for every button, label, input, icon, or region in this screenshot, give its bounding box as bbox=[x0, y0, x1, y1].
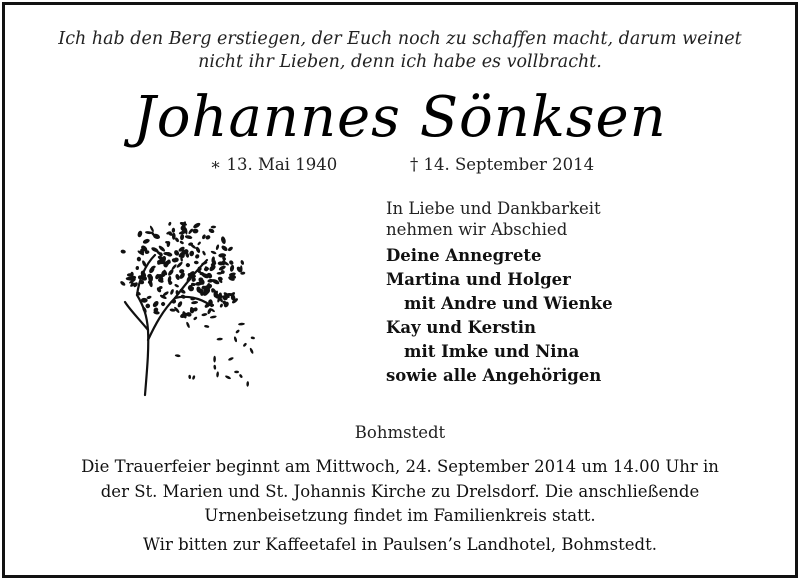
leaf-icon bbox=[119, 280, 126, 286]
falling-leaf-icon bbox=[250, 336, 255, 339]
falling-leaf-icon bbox=[238, 323, 245, 326]
leaf-icon bbox=[185, 262, 191, 268]
leaf-icon bbox=[194, 253, 200, 259]
mourner-line: Martina und Holger bbox=[386, 270, 571, 289]
leaf-icon bbox=[227, 246, 234, 252]
falling-leaf-icon bbox=[210, 315, 217, 319]
leaf-icon bbox=[220, 244, 228, 252]
mourner-line: mit Andre und Wienke bbox=[404, 294, 613, 313]
tree-icon bbox=[115, 210, 275, 400]
leaf-icon bbox=[201, 313, 207, 317]
leaf-icon bbox=[190, 298, 195, 301]
funeral-notice bbox=[0, 455, 800, 529]
falling-leaf-icon bbox=[192, 375, 196, 380]
falling-leaf-icon bbox=[204, 325, 210, 329]
falling-leaf-icon bbox=[225, 375, 232, 380]
leaf-icon bbox=[149, 225, 154, 232]
falling-leaf-icon bbox=[235, 329, 240, 334]
falling-leaf-icon bbox=[186, 321, 191, 328]
leaf-icon bbox=[171, 264, 178, 271]
mourner-line: Kay und Kerstin bbox=[386, 318, 536, 337]
falling-leaf-icon bbox=[193, 316, 198, 321]
leaf-icon bbox=[120, 249, 126, 254]
leaf-icon bbox=[180, 234, 185, 241]
leaf-icon bbox=[218, 253, 226, 258]
leaf-icon bbox=[174, 283, 179, 288]
quote-line: Ich hab den Berg erstiegen, der Euch noch zu schaffen macht, darum weinet bbox=[58, 29, 742, 49]
leaf-icon bbox=[192, 222, 201, 230]
falling-leaf-icon bbox=[216, 338, 222, 341]
death-date: † 14. September 2014 bbox=[410, 155, 595, 174]
mourner-line: sowie alle Angehörigen bbox=[386, 366, 602, 385]
leaf-icon bbox=[207, 278, 214, 283]
leaf-icon bbox=[146, 295, 152, 299]
leaf-icon bbox=[142, 238, 150, 245]
leaf-icon bbox=[229, 264, 234, 272]
leaf-icon bbox=[194, 261, 199, 265]
falling-leaf-icon bbox=[228, 357, 234, 362]
leaf-icon bbox=[228, 259, 234, 265]
quote bbox=[0, 28, 800, 74]
falling-leaf-icon bbox=[216, 371, 219, 377]
mourner-line: mit Imke und Nina bbox=[404, 342, 580, 361]
leaf-icon bbox=[240, 260, 245, 266]
falling-leaf-icon bbox=[239, 374, 244, 379]
leaf-icon bbox=[208, 228, 215, 234]
leaf-icon bbox=[169, 289, 174, 296]
leaf-icon bbox=[174, 258, 179, 263]
coffee-invitation: Wir bitten zur Kaffeetafel in Paulsen’s Landhotel, Bohmstedt. bbox=[143, 535, 657, 554]
leaf-icon bbox=[135, 266, 139, 270]
leaf-icon bbox=[167, 268, 174, 276]
notice-line: der St. Marien und St. Johannis Kirche zu Drelsdorf. Die anschließende bbox=[100, 481, 700, 501]
leaf-icon bbox=[219, 303, 223, 308]
mourners-block bbox=[386, 198, 613, 388]
leaf-icon bbox=[189, 250, 195, 256]
mourners-intro-line: In Liebe und Dankbarkeit bbox=[386, 199, 601, 218]
leaf-icon bbox=[192, 228, 198, 233]
leaf-icon bbox=[152, 300, 160, 308]
falling-leaf-icon bbox=[233, 336, 237, 343]
leaf-icon bbox=[177, 300, 184, 308]
notice-line: Urnenbeisetzung findet im Familienkreis statt. bbox=[204, 506, 596, 525]
falling-leaf-icon bbox=[234, 371, 239, 374]
falling-leaf-icon bbox=[213, 365, 216, 370]
leaf-icon bbox=[210, 250, 217, 255]
falling-leaf-icon bbox=[188, 375, 191, 379]
leaf-icon bbox=[168, 221, 172, 226]
leaf-icon bbox=[195, 246, 201, 253]
leaf-icon bbox=[176, 261, 184, 269]
deceased-name: Johannes Sönksen bbox=[133, 85, 667, 150]
leaf-icon bbox=[201, 234, 206, 240]
leaf-icon bbox=[211, 226, 216, 229]
leaf-icon bbox=[191, 301, 198, 305]
leaf-icon bbox=[171, 298, 177, 304]
notice-line: Die Trauerfeier beginnt am Mittwoch, 24. September 2014 um 14.00 Uhr in bbox=[81, 457, 719, 476]
leaf-icon bbox=[171, 228, 175, 233]
leaf-icon bbox=[202, 250, 207, 256]
leaf-icon bbox=[189, 243, 197, 250]
mourners-intro bbox=[386, 198, 613, 240]
falling-leaf-icon bbox=[213, 356, 216, 363]
birth-date: ∗ 13. Mai 1940 bbox=[210, 155, 338, 174]
mourners-intro-line: nehmen wir Abschied bbox=[386, 220, 568, 239]
leaf-icon bbox=[137, 230, 143, 238]
leaf-icon bbox=[180, 294, 186, 300]
leaf-icon bbox=[137, 257, 142, 262]
falling-leaf-icon bbox=[175, 354, 181, 357]
falling-leaf-icon bbox=[246, 381, 249, 387]
leaf-icon bbox=[215, 244, 219, 250]
place: Bohmstedt bbox=[354, 423, 446, 442]
falling-leaf-icon bbox=[242, 342, 247, 347]
mourner-line: Deine Annegrete bbox=[386, 246, 542, 265]
leaf-icon bbox=[197, 241, 202, 246]
leaf-icon bbox=[179, 240, 184, 245]
leaf-icon bbox=[220, 236, 226, 245]
leaf-icon bbox=[160, 301, 166, 307]
quote-line: nicht ihr Lieben, denn ich habe es vollbracht. bbox=[198, 52, 602, 72]
leaf-icon bbox=[145, 303, 152, 310]
leaf-icon bbox=[205, 234, 211, 240]
falling-leaf-icon bbox=[249, 347, 254, 354]
leaf-icon bbox=[185, 235, 193, 240]
